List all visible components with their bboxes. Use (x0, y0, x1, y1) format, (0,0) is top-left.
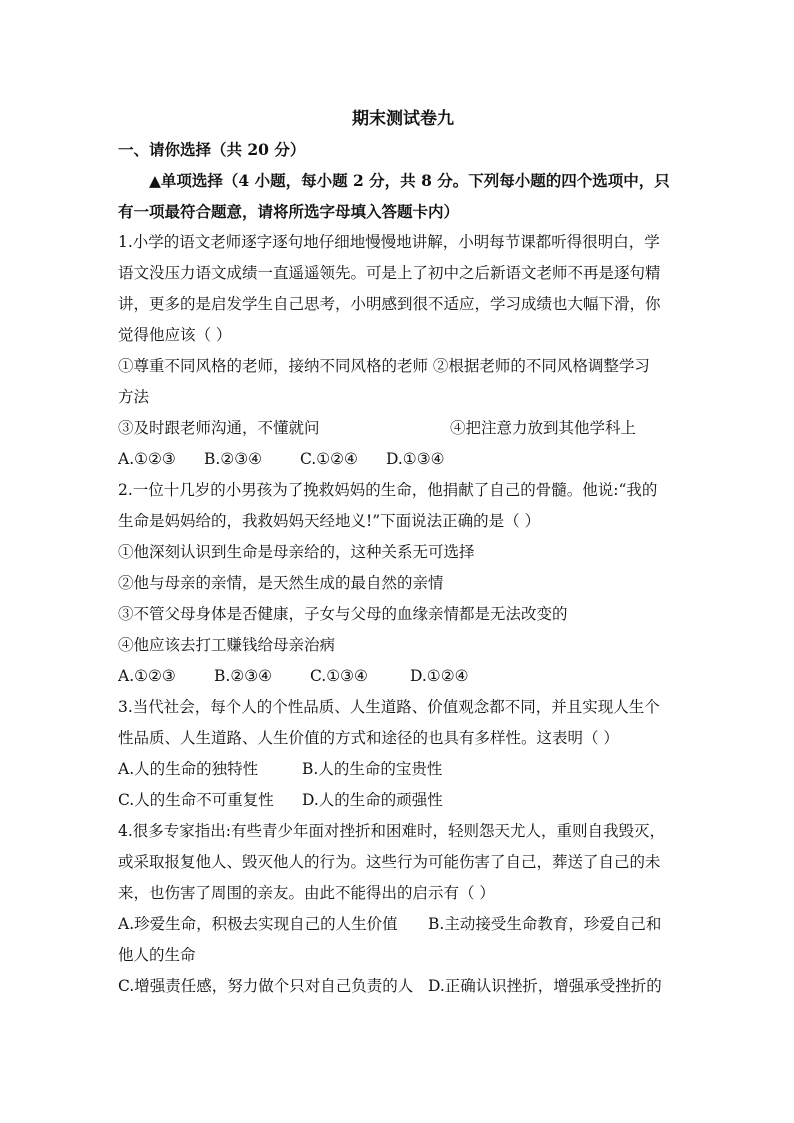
question-1-stem-line: 语文没压力语文成绩一直遥遥领先。可是上了初中之后新语文老师不再是逐句精 (118, 264, 661, 282)
question-1-option-d[interactable]: D.①③④ (386, 450, 445, 468)
question-1-option-c[interactable]: C.①②④ (300, 450, 358, 468)
question-3-option-d[interactable]: D.人的生命的顽强性 (302, 791, 443, 809)
exam-content (118, 104, 678, 1002)
question-2-item: ④他应该去打工赚钱给母亲治病 (118, 636, 336, 654)
question-4-option-c[interactable]: C.增强责任感，努力做个只对自己负责的人 (118, 977, 414, 995)
page-title: 期末测试卷九 (352, 109, 454, 129)
section-instruction: ▲单项选择（4 小题，每小题 2 分，共 8 分。下列每小题的四个选项中，只 (149, 171, 670, 190)
question-1 (118, 227, 678, 475)
question-2-item: ②他与母亲的亲情，是天然生成的最自然的亲情 (118, 574, 444, 592)
question-3-options-cd (118, 785, 678, 816)
question-3-stem-line: 性品质、人生道路、人生价值的方式和途径的也具有多样性。这表明（ ） (118, 729, 619, 747)
question-4-stem-line: 或采取报复他人、毁灭他人的行为。这些行为可能伤害了自己，葬送了自己的未 (118, 853, 661, 871)
question-1-option-a[interactable]: A.①②③ (118, 450, 176, 468)
question-4 (118, 816, 678, 1002)
question-2-option-b[interactable]: B.②③④ (214, 667, 273, 685)
question-1-stem-line: 讲，更多的是启发学生自己思考，小明感到很不适应，学习成绩也大幅下滑，你 (118, 295, 661, 313)
question-4-options-cd (118, 971, 678, 1002)
question-1-item-2-cont: 方法 (118, 388, 150, 406)
question-2-options (118, 661, 678, 692)
section-instruction-cont: 有一项最符合题意，请将所选字母填入答题卡内） (118, 202, 460, 221)
question-3-stem-line: 3.当代社会，每个人的个性品质、人生道路、价值观念都不同，并且实现人生个 (118, 698, 660, 716)
question-1-stem-line: 觉得他应该（ ） (118, 326, 232, 344)
question-2-item: ③不管父母身体是否健康，子女与父母的血缘亲情都是无法改变的 (118, 605, 568, 623)
question-4-options-ab (118, 909, 678, 940)
question-1-item-3: ③及时跟老师沟通，不懂就问 (118, 419, 320, 437)
question-2-option-c[interactable]: C.①③④ (310, 667, 368, 685)
question-3-option-a[interactable]: A.人的生命的独特性 (118, 760, 259, 778)
question-1-item-1-2: ①尊重不同风格的老师，接纳不同风格的老师 ②根据老师的不同风格调整学习 (118, 357, 650, 375)
question-1-option-b[interactable]: B.②③④ (204, 450, 263, 468)
question-4-option-a[interactable]: A.珍爱生命，积极去实现自己的人生价值 (118, 915, 398, 933)
question-2-stem-line: 生命是妈妈给的，我救妈妈天经地义!”下面说法正确的是（ ） (118, 512, 541, 530)
question-2-stem-line: 2.一位十几岁的小男孩为了挽救妈妈的生命，他捐献了自己的骨髓。他说:“我的 (118, 481, 658, 499)
section-heading: 一、请你选择（共 20 分） (118, 140, 306, 159)
question-4-option-b-cont: 他人的生命 (118, 946, 196, 964)
question-3-option-b[interactable]: B.人的生命的宝贵性 (302, 760, 443, 778)
question-3-options-ab (118, 754, 678, 785)
question-3-option-c[interactable]: C.人的生命不可重复性 (118, 791, 274, 809)
question-1-options (118, 444, 678, 475)
question-1-item-4: ④把注意力放到其他学科上 (450, 419, 637, 437)
question-4-stem-line: 4.很多专家指出:有些青少年面对挫折和困难时，轻则怨天尤人，重则自我毁灭， (118, 822, 666, 840)
question-3 (118, 692, 678, 816)
question-4-option-d[interactable]: D.正确认识挫折，增强承受挫折的 (428, 977, 662, 995)
question-2-item: ①他深刻认识到生命是母亲给的，这种关系无可选择 (118, 543, 475, 561)
question-2-option-d[interactable]: D.①②④ (410, 667, 469, 685)
question-1-items-3-4 (118, 413, 678, 444)
question-4-option-b[interactable]: B.主动接受生命教育，珍爱自己和 (428, 915, 662, 933)
question-2-option-a[interactable]: A.①②③ (118, 667, 176, 685)
question-4-stem-line: 来，也伤害了周围的亲友。由此不能得出的启示有（ ） (118, 884, 495, 902)
question-2 (118, 475, 678, 692)
question-1-stem-line: 1.小学的语文老师逐字逐句地仔细地慢慢地讲解，小明每节课都听得很明白，学 (118, 233, 660, 251)
